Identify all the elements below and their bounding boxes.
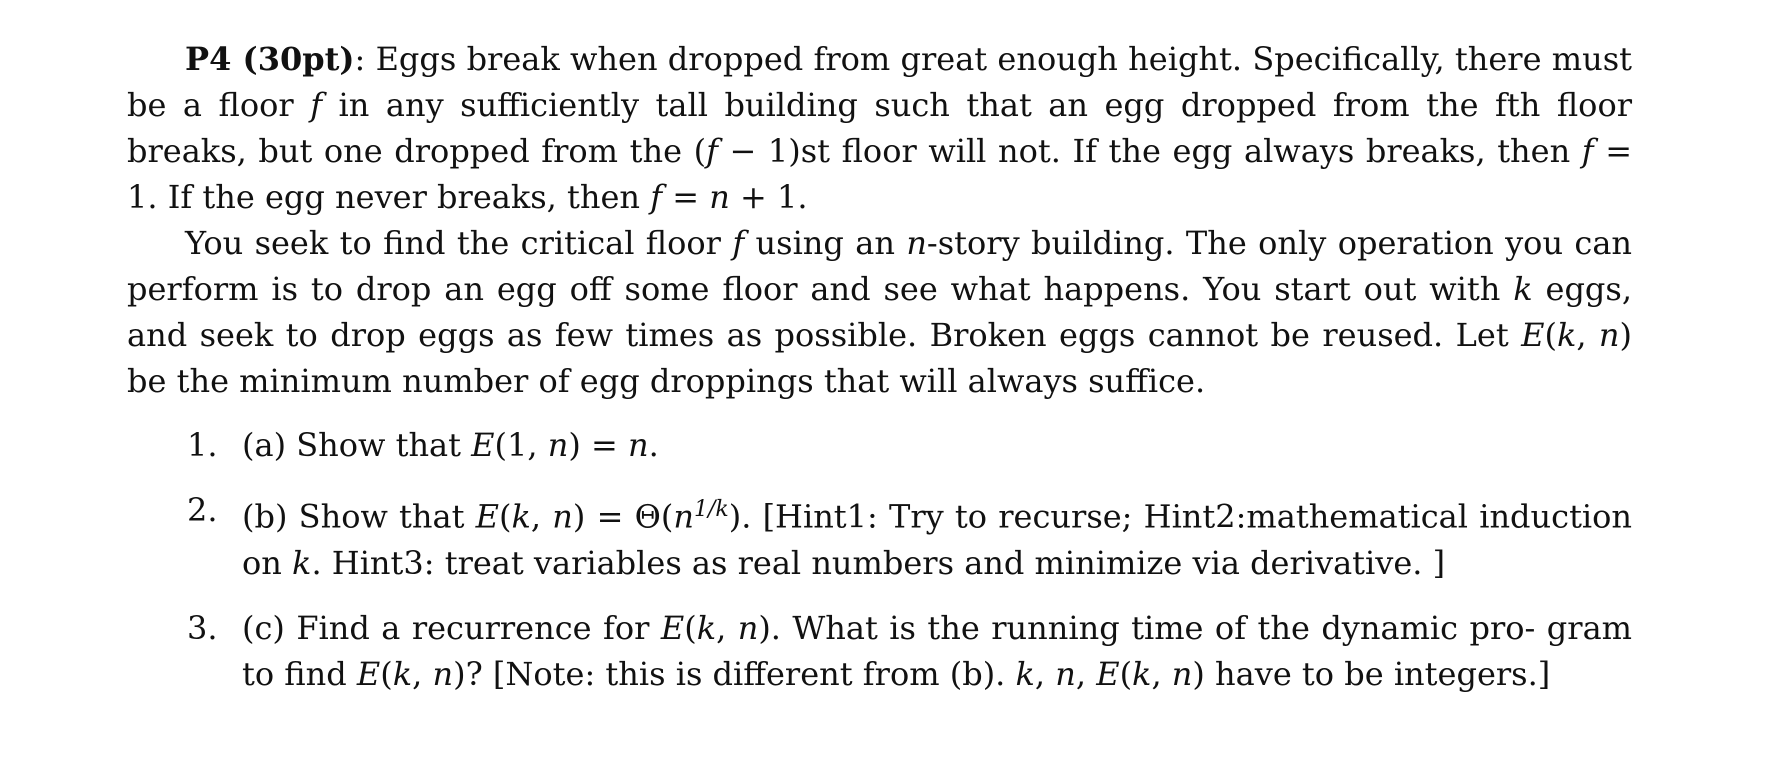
item-text: ( xyxy=(684,608,697,647)
math-var: n xyxy=(432,654,454,693)
math-var: E xyxy=(356,654,381,693)
item-number: 2. xyxy=(187,491,218,529)
setup-text: ) be the minimum number of egg droppings that will always suffice. xyxy=(127,316,1633,400)
math-var: k xyxy=(1513,270,1533,308)
math-var: k xyxy=(1015,654,1035,693)
math-exponent: 1/k xyxy=(693,497,729,522)
math-var: E xyxy=(1521,316,1545,354)
math-var: n xyxy=(547,426,569,464)
item-text: ). What is the running time of the dynamic pro- gram to find xyxy=(242,608,1632,693)
math-var: n xyxy=(906,224,927,262)
math-var: n xyxy=(1171,654,1193,693)
item-text: ) = Θ( xyxy=(572,497,674,536)
item-text: ) = xyxy=(568,426,628,464)
math-var: n xyxy=(709,178,730,216)
item-number: 1. xyxy=(187,426,218,464)
intro-text: − 1)st floor will not. If the egg always breaks, then xyxy=(717,132,1582,170)
math-var: k xyxy=(511,497,531,536)
math-var: n xyxy=(627,426,649,464)
item-text: (b) Show that xyxy=(242,497,476,536)
math-var: f xyxy=(310,86,323,124)
subquestion-item xyxy=(127,605,1632,697)
item-text: . Hint3: treat variables as real numbers and minimize via derivative. ] xyxy=(311,543,1446,582)
item-text: ). [Hint1: Try to recurse; Hint2:mathematical induction on xyxy=(242,497,1633,582)
setup-text: , xyxy=(1576,316,1599,354)
item-text: , xyxy=(1151,654,1172,693)
item-text: (c) Find a recurrence for xyxy=(242,608,661,647)
item-text: , xyxy=(412,654,433,693)
math-var: k xyxy=(392,654,413,693)
item-text: , xyxy=(1034,654,1056,693)
math-var: n xyxy=(552,497,573,536)
math-var: n xyxy=(673,497,694,536)
subquestion-item xyxy=(127,487,1632,586)
document-page xyxy=(127,36,1632,716)
math-var: E xyxy=(471,426,495,464)
problem-setup-paragraph xyxy=(127,220,1632,404)
math-var: f xyxy=(650,178,663,216)
intro-text: = 1. If the egg never breaks, then xyxy=(127,132,1633,216)
setup-text: -story building. The only operation you can perform is to drop an egg off some floor and see what happens. You start out with xyxy=(127,224,1633,308)
math-var: n xyxy=(1055,654,1076,693)
math-var: k xyxy=(1556,316,1577,354)
math-var: k xyxy=(292,543,312,582)
subquestion-item xyxy=(127,422,1632,468)
intro-text: = xyxy=(662,178,710,216)
item-text: (1, xyxy=(494,426,548,464)
math-var: f xyxy=(706,132,718,170)
problem-label: P4 (30pt) xyxy=(185,40,355,78)
math-var: f xyxy=(1581,132,1594,170)
item-text: . xyxy=(648,426,659,464)
math-var: E xyxy=(660,608,685,647)
item-text: )? [Note: this is different from (b). xyxy=(453,654,1016,693)
intro-text: + 1. xyxy=(729,178,808,216)
math-var: n xyxy=(1598,316,1620,354)
math-var: n xyxy=(737,608,759,647)
item-text: , xyxy=(716,608,738,647)
setup-text: using an xyxy=(744,224,907,262)
math-var: k xyxy=(1132,654,1152,693)
item-text: ( xyxy=(1119,654,1133,693)
math-var: E xyxy=(475,497,500,536)
item-text: , xyxy=(1075,654,1097,693)
math-var: f xyxy=(732,224,745,262)
math-var: E xyxy=(1096,654,1120,693)
item-text: , xyxy=(530,497,553,536)
setup-text: ( xyxy=(1544,316,1557,354)
setup-text: You seek to find the critical floor xyxy=(185,224,733,262)
intro-text: : Eggs break when dropped from great enough height. Specifically, there must be a floor xyxy=(127,40,1633,124)
item-text: ( xyxy=(380,654,393,693)
problem-intro-paragraph xyxy=(127,36,1632,220)
item-text: ) have to be integers.] xyxy=(1192,654,1551,693)
math-var: k xyxy=(696,608,717,647)
item-text: ( xyxy=(499,497,512,536)
intro-text: in any sufficiently tall building such that an egg dropped from the fth floor breaks, but one dropped from the ( xyxy=(127,86,1633,170)
item-text: (a) Show that xyxy=(242,426,472,464)
setup-text: eggs, and seek to drop eggs as few times as possible. Broken eggs cannot be reused. Let xyxy=(127,270,1633,354)
subquestion-list xyxy=(127,422,1632,697)
item-number: 3. xyxy=(187,608,218,647)
